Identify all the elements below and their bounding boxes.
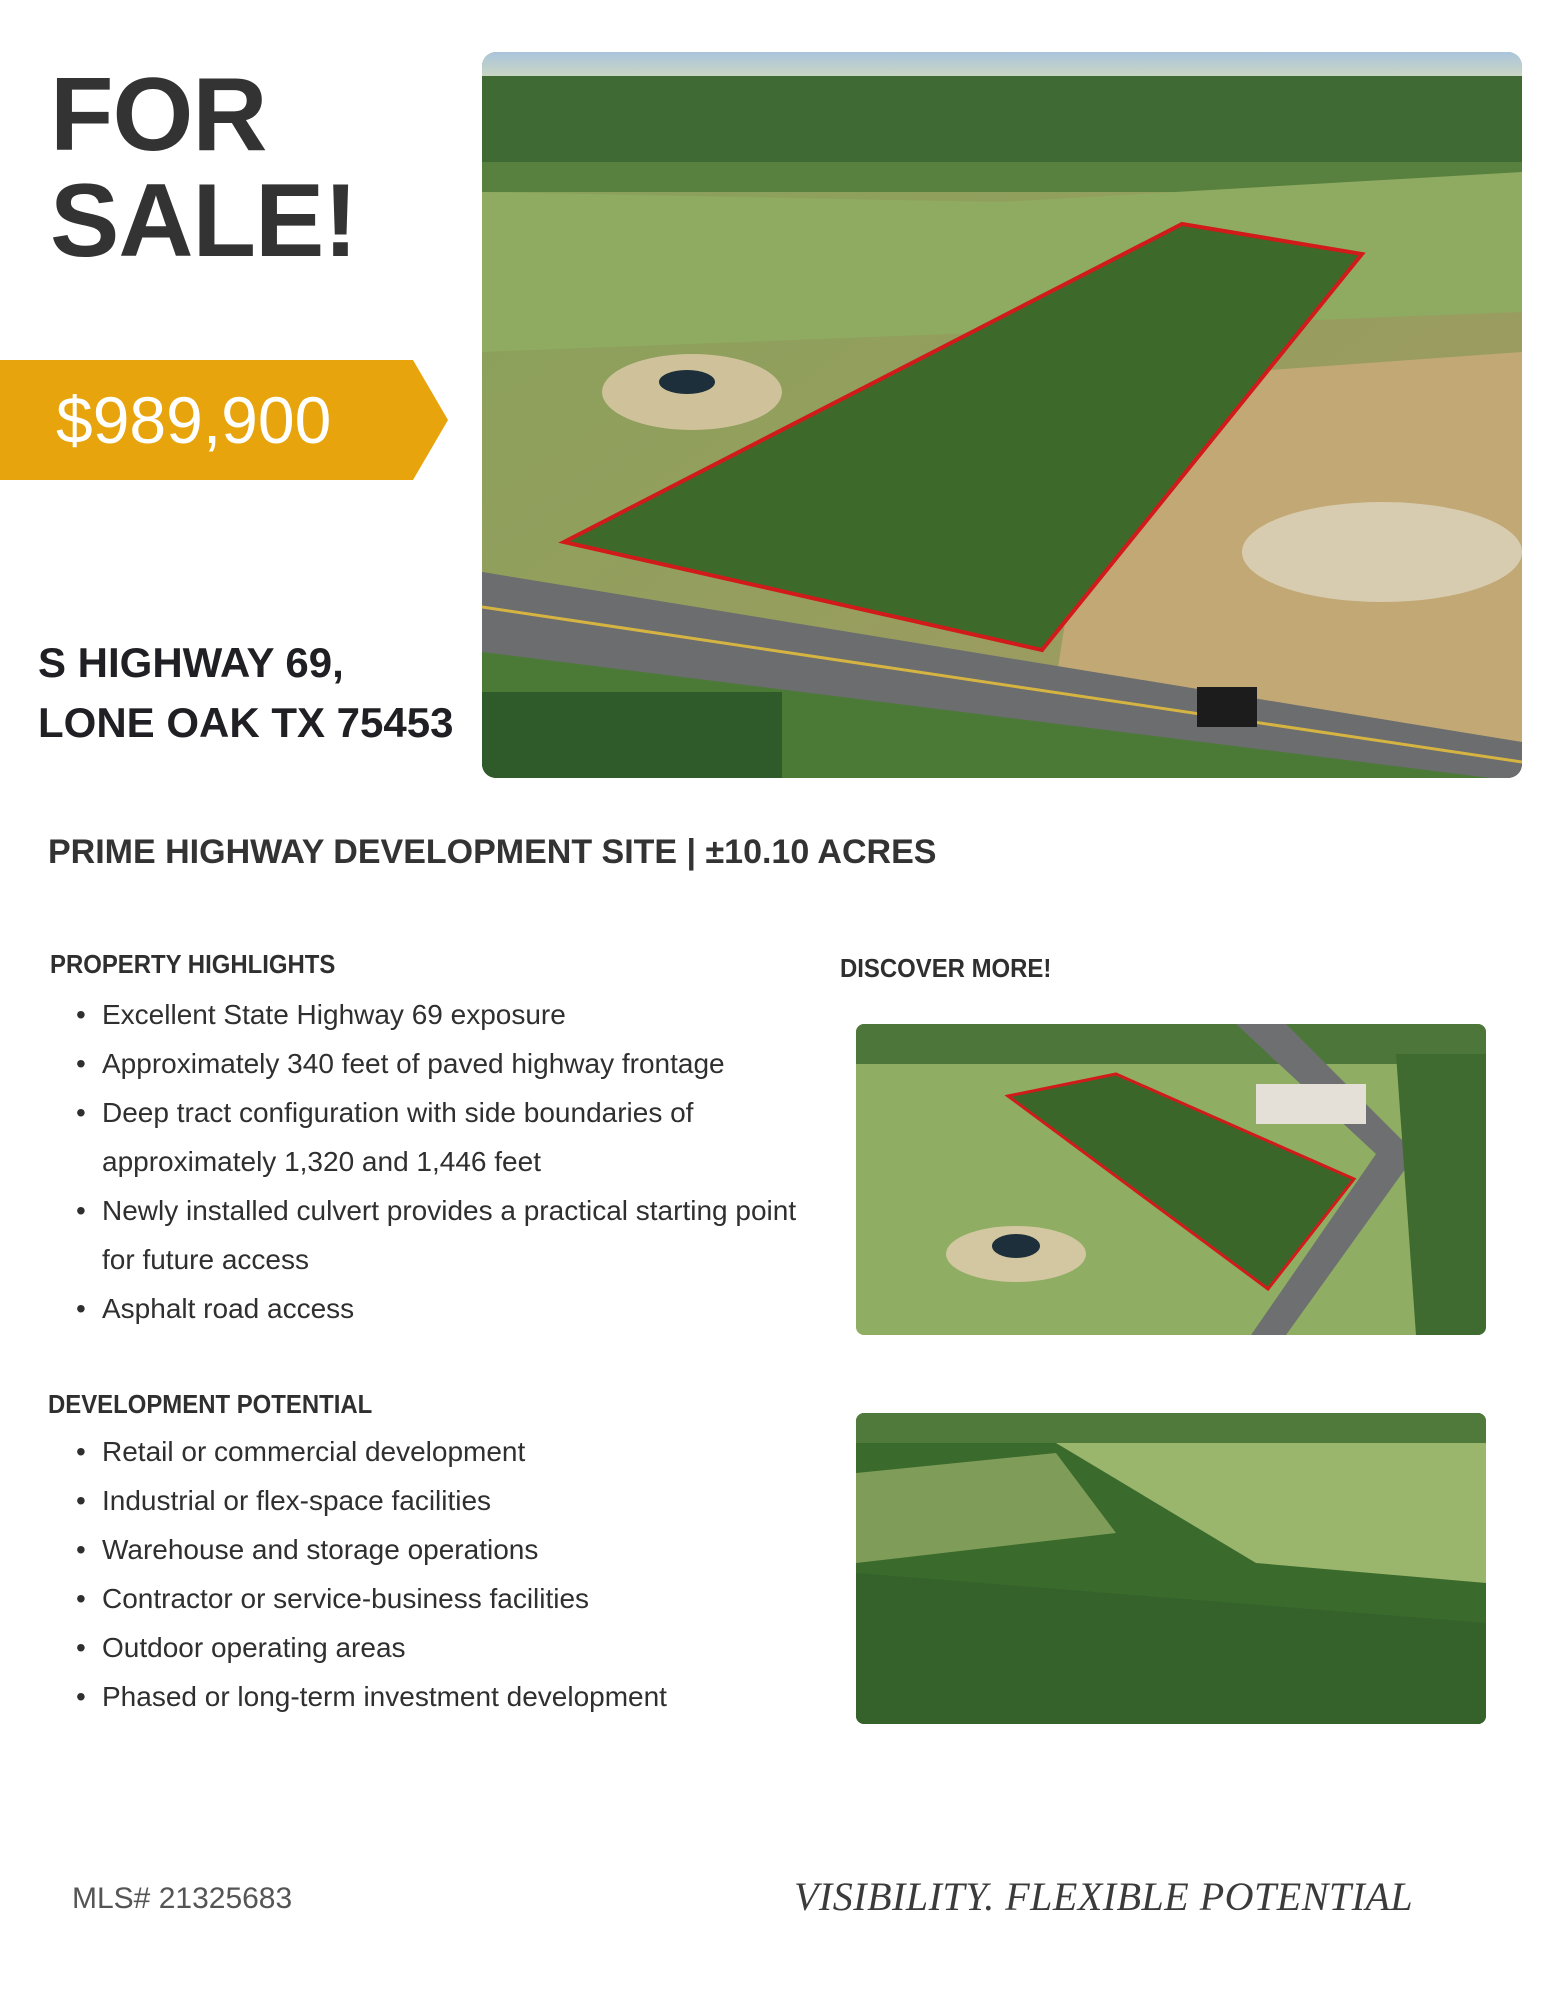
for-sale-headline (50, 57, 470, 279)
development-item: • Warehouse and storage operations (72, 1525, 832, 1574)
headline-line-1: FOR (50, 57, 267, 173)
development-potential-list (72, 1427, 832, 1721)
highlight-item: • Newly installed culvert provides a practical starting point for future access (72, 1186, 832, 1284)
development-item: • Phased or long-term investment development (72, 1672, 832, 1721)
aerial-photo-wooded-tract (856, 1413, 1486, 1724)
development-item: • Outdoor operating areas (72, 1623, 832, 1672)
discover-more-title: DISCOVER MORE! (840, 953, 1052, 983)
address-city: LONE OAK TX 75453 (38, 699, 454, 746)
development-potential-title: DEVELOPMENT POTENTIAL (48, 1389, 373, 1419)
address-street: S HIGHWAY 69, (38, 639, 344, 686)
tagline: VISIBILITY. FLEXIBLE POTENTIAL (794, 1874, 1414, 1919)
highlight-item: • Asphalt road access (72, 1284, 832, 1333)
mls-number: MLS# 21325683 (72, 1882, 293, 1915)
property-highlights-list (72, 990, 832, 1333)
highlight-item: • Approximately 340 feet of paved highway frontage (72, 1039, 832, 1088)
development-item: • Contractor or service-business facilities (72, 1574, 832, 1623)
development-item: • Retail or commercial development (72, 1427, 832, 1476)
development-item: • Industrial or flex-space facilities (72, 1476, 832, 1525)
aerial-photo-highway-view (856, 1024, 1486, 1335)
highlight-item: • Deep tract configuration with side boundaries of approximately 1,320 and 1,446 feet (72, 1088, 742, 1186)
aerial-hero-photo (482, 52, 1522, 778)
property-highlights-title: PROPERTY HIGHLIGHTS (50, 949, 336, 979)
highlight-item: • Excellent State Highway 69 exposure (72, 990, 832, 1039)
headline-line-2: SALE! (50, 163, 357, 279)
listing-subtitle: PRIME HIGHWAY DEVELOPMENT SITE | ±10.10 ACRES (48, 833, 937, 871)
price: $989,900 (56, 383, 332, 457)
property-address (38, 633, 453, 753)
